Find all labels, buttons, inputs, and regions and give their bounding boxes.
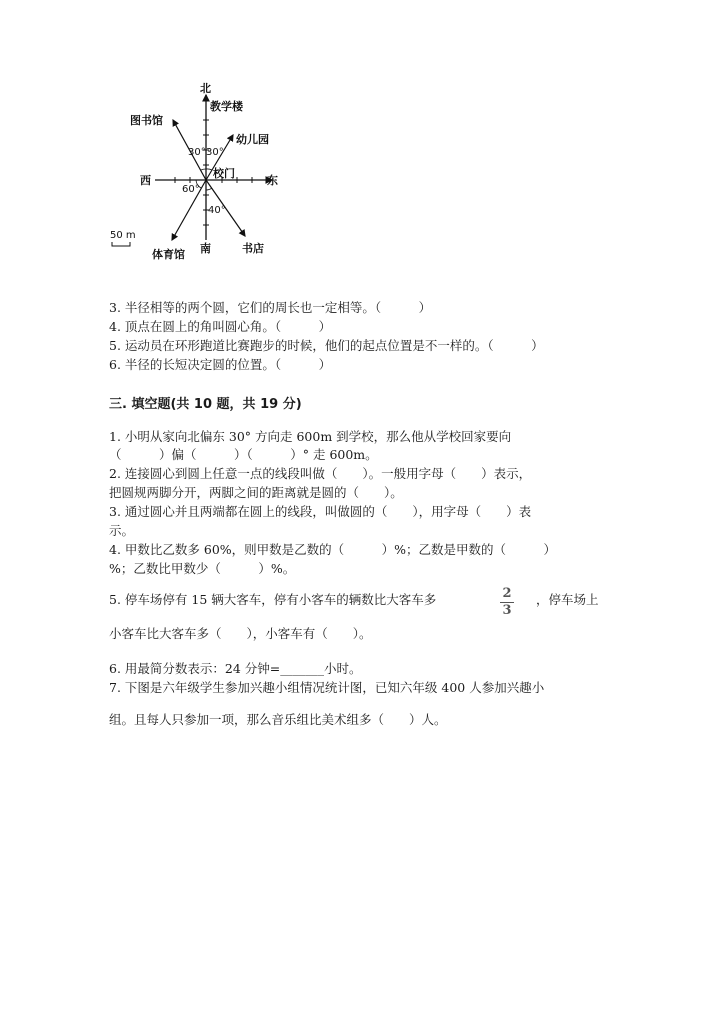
question-7-line-1: 7. 下图是六年级学生参加兴趣小组情况统计图，已知六年级 400 人参加兴趣小	[109, 680, 545, 695]
label-north: 北	[200, 82, 211, 95]
fraction-two-thirds	[498, 587, 516, 618]
angle-d: 40°	[208, 205, 226, 216]
section-title: 三. 填空题(共 10 题，共 19 分)	[109, 397, 302, 412]
judgment-item: 6. 半径的长短决定圆的位置。（ ）	[109, 357, 332, 372]
question-1-line-2: （ ）偏（ ）（ ）° 走 600m。	[109, 447, 378, 462]
judgment-item: 4. 顶点在圆上的角叫圆心角。（ ）	[109, 319, 332, 334]
label-library: 图书馆	[130, 114, 163, 127]
scale-bar	[112, 242, 130, 246]
location-diagram	[100, 80, 300, 270]
label-kindergarten: 幼儿园	[236, 133, 269, 146]
fraction-denominator: 3	[502, 603, 512, 618]
fraction-numerator: 2	[502, 586, 512, 601]
angle-b: 30°	[206, 147, 224, 158]
question-5-line-2: 小客车比大客车多（ ），小客车有（ ）。	[109, 626, 372, 641]
label-south: 南	[200, 242, 211, 255]
question-2-line-1: 2. 连接圆心到圆上任意一点的线段叫做（ ）。一般用字母（ ）表示，	[109, 466, 532, 481]
question-5-line-1a: 5. 停车场停有 15 辆大客车，停有小客车的辆数比大客车多	[109, 592, 437, 607]
judgment-item: 3. 半径相等的两个圆，它们的周长也一定相等。（ ）	[109, 300, 432, 315]
scale-label: 50 m	[110, 230, 136, 241]
label-gym: 体育馆	[152, 248, 185, 261]
question-7-line-2: 组。且每人只参加一项，那么音乐组比美术组多（ ）人。	[109, 712, 447, 727]
label-west: 西	[140, 174, 151, 187]
question-3-line-1: 3. 通过圆心并且两端都在圆上的线段，叫做圆的（ ），用字母（ ）表	[109, 504, 532, 519]
label-center: 校门	[213, 167, 235, 180]
label-bookstore: 书店	[242, 242, 264, 255]
label-east: 东	[267, 174, 278, 187]
question-2-line-2: 把圆规两脚分开，两脚之间的距离就是圆的（ ）。	[109, 485, 403, 500]
compass-figure	[100, 80, 300, 270]
question-1-line-1: 1. 小明从家向北偏东 30° 方向走 600m 到学校，那么他从学校回家要向	[109, 429, 512, 444]
question-3-line-2: 示。	[109, 523, 135, 538]
question-4-line-2: %；乙数比甲数少（ ）%。	[109, 561, 296, 576]
judgment-item: 5. 运动员在环形跑道比赛跑步的时候，他们的起点位置是不一样的。（ ）	[109, 338, 544, 353]
question-5-line-1b: ，停车场上	[536, 592, 599, 607]
question-6: 6. 用最简分数表示：24 分钟=_______小时。	[109, 661, 362, 676]
angle-c: 60°	[182, 184, 200, 195]
question-4-line-1: 4. 甲数比乙数多 60%，则甲数是乙数的（ ）%；乙数是甲数的（ ）	[109, 542, 557, 557]
label-teaching-building: 教学楼	[210, 100, 243, 113]
angle-a: 30°	[188, 147, 206, 158]
